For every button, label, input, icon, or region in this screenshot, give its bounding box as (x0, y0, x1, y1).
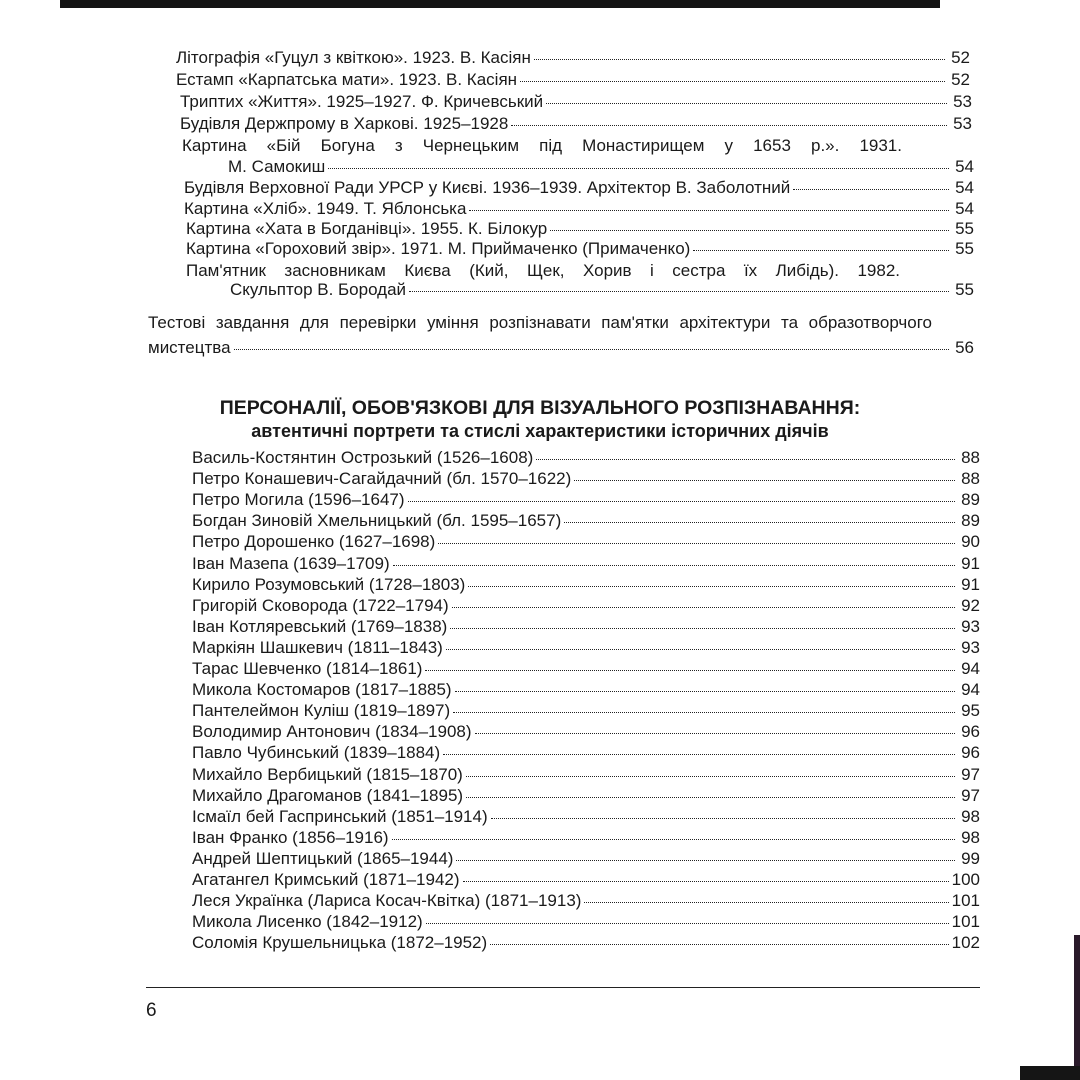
toc-entry-person[interactable] (192, 511, 980, 531)
toc-entry-artwork-first-line[interactable]: Картина «Бій Богуна з Чернецьким під Монастирищем у 1653 р.». 1931. (182, 136, 902, 155)
toc-entry-artwork[interactable] (176, 48, 970, 68)
toc-entry-person[interactable] (192, 722, 980, 742)
dot-leader (475, 733, 955, 734)
dot-leader (450, 628, 955, 629)
toc-entry-person[interactable] (192, 617, 980, 637)
toc-entry-page: 90 (961, 532, 980, 551)
toc-entry-person[interactable] (192, 743, 980, 763)
dot-leader (693, 250, 949, 251)
dot-leader (392, 839, 955, 840)
dot-leader (564, 522, 955, 523)
toc-entry-artwork[interactable] (184, 199, 974, 219)
dot-leader (443, 754, 955, 755)
toc-entry-label: Будівля Держпрому в Харкові. 1925–1928 (180, 114, 509, 133)
toc-entry-artwork[interactable] (180, 92, 972, 112)
toc-entry-label: Микола Костомаров (1817–1885) (192, 680, 452, 699)
toc-entry-person[interactable] (192, 870, 980, 890)
toc-entry-person[interactable] (192, 765, 980, 785)
toc-entry-label: Іван Франко (1856–1916) (192, 828, 389, 847)
toc-entry-label: Володимир Антонович (1834–1908) (192, 722, 472, 741)
toc-entry-label: Ісмаїл бей Гаспринський (1851–1914) (192, 807, 488, 826)
section-subtitle: автентичні портрети та стислі характеристики історичних діячів (251, 421, 829, 441)
toc-entry-page: 92 (961, 596, 980, 615)
toc-entry-artwork[interactable] (176, 70, 970, 90)
toc-entry-page: 53 (953, 92, 972, 111)
toc-entry-page: 102 (951, 933, 980, 952)
toc-entry-artwork[interactable] (228, 157, 974, 177)
dot-leader (546, 103, 947, 104)
dot-leader (490, 944, 948, 945)
toc-entry-page: 101 (951, 912, 980, 931)
dot-leader (425, 670, 955, 671)
toc-entry-person[interactable] (192, 828, 980, 848)
toc-entry-label: Микола Лисенко (1842–1912) (192, 912, 423, 931)
toc-entry-person[interactable] (192, 849, 980, 869)
toc-entry-page: 95 (961, 701, 980, 720)
toc-entry-label: Іван Мазепа (1639–1709) (192, 554, 390, 573)
toc-entry-continuation: Скульптор В. Бородай (230, 280, 407, 299)
toc-entry-person[interactable] (192, 680, 980, 700)
toc-entry-label: Кирило Розумовський (1728–1803) (192, 575, 466, 594)
toc-entry-label: Григорій Сковорода (1722–1794) (192, 596, 449, 615)
toc-entry-page: 99 (961, 849, 980, 868)
dot-leader (446, 649, 955, 650)
toc-entry-page: 98 (961, 807, 980, 826)
toc-entry-page: 98 (961, 828, 980, 847)
page-number: 6 (146, 1000, 157, 1021)
dot-leader (584, 902, 948, 903)
toc-entry-person[interactable] (192, 912, 980, 932)
dot-leader (511, 125, 947, 126)
toc-entry-page: 88 (961, 448, 980, 467)
toc-entry-tests[interactable] (148, 338, 974, 358)
toc-entry-label: Пантелеймон Куліш (1819–1897) (192, 701, 451, 720)
toc-entry-artwork[interactable] (186, 219, 974, 239)
toc-entry-page: 89 (961, 511, 980, 530)
toc-entry-label: Петро Могила (1596–1647) (192, 490, 405, 509)
dot-leader (426, 923, 949, 924)
dot-leader (793, 189, 949, 190)
corner-mark (1020, 1066, 1080, 1080)
toc-entry-label: Естамп «Карпатська мати». 1923. В. Касіян (176, 70, 518, 89)
dot-leader (455, 691, 955, 692)
toc-entry-page: 54 (955, 178, 974, 197)
toc-entry-page: 100 (951, 870, 980, 889)
toc-entry-page: 54 (955, 199, 974, 218)
toc-entry-page: 91 (961, 554, 980, 573)
toc-entry-label: Картина «Гороховий звір». 1971. М. Приймаченко (Примаченко) (186, 239, 691, 258)
dot-leader (452, 607, 955, 608)
dot-leader (438, 543, 955, 544)
toc-entry-artwork[interactable] (230, 280, 974, 300)
toc-entry-page: 88 (961, 469, 980, 488)
dot-leader (408, 501, 955, 502)
toc-entry-page: 52 (951, 48, 970, 67)
toc-entry-artwork[interactable] (184, 178, 974, 198)
toc-entry-page: 93 (961, 617, 980, 636)
dot-leader (463, 881, 949, 882)
footer-rule (146, 987, 980, 988)
toc-entry-person[interactable] (192, 596, 980, 616)
toc-entry-label: Петро Конашевич-Сагайдачний (бл. 1570–1622) (192, 469, 572, 488)
dot-leader (409, 291, 949, 292)
toc-entry-label: Картина «Хата в Богданівці». 1955. К. Білокур (186, 219, 548, 238)
toc-entry-page: 94 (961, 680, 980, 699)
toc-entry-person[interactable] (192, 554, 980, 574)
toc-entry-label: Іван Котляревський (1769–1838) (192, 617, 448, 636)
toc-entry-label: Михайло Драгоманов (1841–1895) (192, 786, 464, 805)
dot-leader (468, 586, 955, 587)
toc-entry-person[interactable] (192, 786, 980, 806)
toc-entry-person[interactable] (192, 490, 980, 510)
dot-leader (393, 565, 955, 566)
toc-entry-artwork-first-line[interactable]: Пам'ятник засновникам Києва (Кий, Щек, Хорив і сестра їх Либідь). 1982. (186, 261, 900, 280)
toc-entry-person[interactable] (192, 807, 980, 827)
toc-entry-page: 97 (961, 765, 980, 784)
toc-entry-label: Триптих «Життя». 1925–1927. Ф. Кричевський (180, 92, 544, 111)
toc-entry-page: 97 (961, 786, 980, 805)
toc-entry-page: 96 (961, 722, 980, 741)
toc-entry-label: Василь-Костянтин Острозький (1526–1608) (192, 448, 534, 467)
toc-entry-label: Тарас Шевченко (1814–1861) (192, 659, 423, 678)
dot-leader (491, 818, 955, 819)
toc-entry-label: Богдан Зиновій Хмельницький (бл. 1595–1657) (192, 511, 562, 530)
dot-leader (453, 712, 955, 713)
toc-entry-page: 55 (955, 219, 974, 238)
toc-entry-page: 91 (961, 575, 980, 594)
dot-leader (234, 349, 949, 350)
toc-entry-person[interactable] (192, 891, 980, 911)
toc-entry-label: Петро Дорошенко (1627–1698) (192, 532, 436, 551)
dot-leader (328, 168, 949, 169)
dot-leader (534, 59, 945, 60)
toc-entry-page: 55 (955, 280, 974, 299)
toc-entry-page: 54 (955, 157, 974, 176)
toc-entry-label: Павло Чубинський (1839–1884) (192, 743, 441, 762)
top-edge-bar (60, 0, 940, 8)
toc-entry-tests-first-line[interactable]: Тестові завдання для перевірки уміння розпізнавати пам'ятки архітектури та образотворчого (148, 313, 932, 332)
toc-entry-person[interactable] (192, 575, 980, 595)
toc-entry-label: Андрей Шептицький (1865–1944) (192, 849, 454, 868)
dot-leader (536, 459, 955, 460)
toc-entry-person[interactable] (192, 659, 980, 679)
toc-entry-continuation: М. Самокиш (228, 157, 326, 176)
dot-leader (520, 81, 945, 82)
toc-entry-page: 52 (951, 70, 970, 89)
toc-entry-label: Соломія Крушельницька (1872–1952) (192, 933, 488, 952)
dot-leader (574, 480, 955, 481)
toc-entry-page: 96 (961, 743, 980, 762)
toc-entry-artwork[interactable] (180, 114, 972, 134)
toc-entry-page: 53 (953, 114, 972, 133)
toc-entry-label: Михайло Вербицький (1815–1870) (192, 765, 463, 784)
toc-entry-person[interactable] (192, 532, 980, 552)
toc-entry-page: 93 (961, 638, 980, 657)
dot-leader (466, 797, 955, 798)
toc-entry-page: 94 (961, 659, 980, 678)
section-title: ПЕРСОНАЛІЇ, ОБОВ'ЯЗКОВІ ДЛЯ ВІЗУАЛЬНОГО РОЗПІЗНАВАННЯ: (219, 397, 861, 419)
toc-entry-artwork[interactable] (186, 239, 974, 259)
dot-leader (469, 210, 949, 211)
toc-entry-person[interactable] (192, 448, 980, 468)
toc-entry-label: Будівля Верховної Ради УРСР у Києві. 1936–1939. Архітектор В. Заболотний (184, 178, 791, 197)
toc-entry-page: 55 (955, 239, 974, 258)
right-edge-shadow (1074, 935, 1080, 1080)
toc-entry-label: Літографія «Гуцул з квіткою». 1923. В. Касіян (176, 48, 531, 67)
toc-entry-page: 56 (955, 338, 974, 357)
toc-entry-label: Маркіян Шашкевич (1811–1843) (192, 638, 443, 657)
toc-entry-person[interactable] (192, 469, 980, 489)
dot-leader (456, 860, 955, 861)
dot-leader (550, 230, 949, 231)
toc-entry-label: Леся Українка (Лариса Косач-Квітка) (1871–1913) (192, 891, 582, 910)
toc-entry-person[interactable] (192, 933, 980, 953)
toc-entry-page: 101 (951, 891, 980, 910)
dot-leader (466, 776, 955, 777)
toc-entry-label: Картина «Хліб». 1949. Т. Яблонська (184, 199, 467, 218)
toc-entry-person[interactable] (192, 638, 980, 658)
toc-entry-person[interactable] (192, 701, 980, 721)
toc-entry-continuation: мистецтва (148, 338, 231, 357)
toc-entry-page: 89 (961, 490, 980, 509)
toc-entry-label: Агатангел Кримський (1871–1942) (192, 870, 460, 889)
